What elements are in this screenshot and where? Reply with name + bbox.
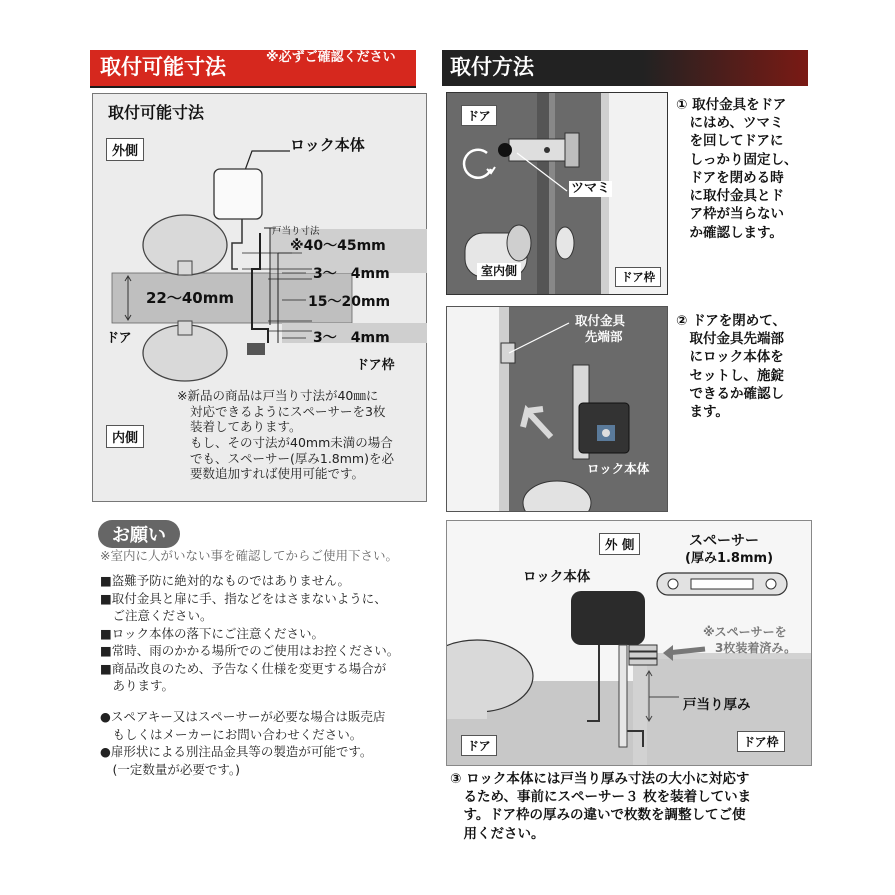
step1-line: に取付金具とド: [676, 188, 784, 205]
dimension-note-line: もし、その寸法が40mm未満の場合: [190, 434, 393, 450]
spacer-diagram: [446, 520, 812, 766]
diagram3-spacer-note-2: 3枚装着済み。: [715, 641, 797, 655]
door-stop-dimension: ※40～45mm: [290, 238, 386, 254]
diagram3-lock-label: ロック本体: [523, 569, 591, 585]
diagram3-door-label: ドア: [461, 735, 497, 756]
step1-line: にはめ、ツマミ: [676, 115, 784, 132]
diagram3-spacer-note-1: ※スペーサーを: [703, 625, 787, 639]
request-title: お願い: [98, 520, 180, 548]
request-bullet: ご注意ください。: [100, 608, 213, 623]
dimension-panel-title: 取付可能寸法: [108, 103, 205, 122]
right-section-header: [442, 50, 808, 86]
step2-text: [676, 312, 786, 421]
dimension-notes: [177, 388, 394, 482]
step1-text: [676, 96, 798, 242]
request-circle-item: もしくはメーカーにお問い合わせください。: [100, 726, 363, 742]
request-circle-item: ●扉形状による別注品金具等の製造が可能です。: [100, 744, 373, 759]
photo1-room-label: 室内側: [477, 263, 521, 280]
step3-line: す。ドア枠の厚みの違いで枚数を調整してご使: [450, 807, 746, 824]
left-header-note: ※必ずご確認ください: [266, 50, 396, 65]
install-photo-2-illustration: [447, 307, 668, 512]
step1-line: しっかり固定し、: [676, 151, 798, 168]
request-circle-item: (一定数量が必要です。): [100, 761, 241, 777]
photo2-tip-label-line1: 取付金具: [575, 313, 626, 328]
install-photo-1: [446, 92, 668, 295]
request-intro: ※室内に人がいない事を確認してからご使用下さい。: [100, 548, 398, 563]
step2-line: 取付金具先端部: [676, 331, 784, 348]
diagram3-spacer-label: スペーサー: [689, 533, 759, 549]
request-bullet: ■商品改良のため、予告なく仕様を変更する場合が: [100, 660, 387, 676]
dimension-note-line: 対応できるようにスペーサーを3枚: [190, 403, 386, 419]
dimension-note-line: 要数追加すれば使用可能です。: [190, 466, 365, 482]
diagram3-outside-label: 外 側: [599, 533, 640, 555]
diagram3-stop-thickness-label: 戸当り厚み: [683, 697, 751, 713]
step3-line: るため、事前にスペーサー３ 枚を装着していま: [450, 789, 752, 806]
photo1-door-label: ドア: [461, 105, 497, 126]
step1-line: ① 取付金具をドア: [676, 97, 787, 113]
step3-text: [450, 770, 751, 843]
door-stop-dimension-title: 戸当り寸法: [272, 226, 320, 237]
request-circle-item: ●スペアキー又はスペーサーが必要な場合は販売店: [100, 709, 386, 724]
diagram3-spacer-thickness: (厚み1.8mm): [685, 551, 774, 566]
right-header-title: 取付方法: [450, 55, 534, 79]
photo1-frame-label: ドア枠: [615, 267, 661, 287]
gap-dimension-lower: 3～ 4mm: [313, 330, 390, 346]
diagram3-frame-label: ドア枠: [737, 731, 785, 752]
lock-body-label: ロック本体: [290, 136, 365, 154]
photo2-tip-label-line2: 先端部: [585, 329, 623, 344]
step3-line: 用ください。: [450, 825, 545, 842]
request-circle-list: [100, 708, 385, 778]
step2-line: ます。: [676, 404, 729, 421]
step3-line: ③ ロック本体には戸当り厚み寸法の大小に対応す: [450, 771, 750, 787]
step2-line: にロック本体を: [676, 349, 784, 366]
request-bullet: ■常時、雨のかかる場所でのご使用はお控ください。: [100, 643, 400, 658]
gap-dimension-upper: 3～ 4mm: [313, 266, 390, 282]
step1-line: か確認します。: [676, 224, 783, 241]
step2-line: ② ドアを閉めて、: [676, 313, 786, 329]
dimension-note-line: でも、スペーサー(厚み1.8mm)を必: [190, 450, 394, 466]
install-photo-2: [446, 306, 668, 512]
door-label: ドア: [106, 331, 132, 346]
left-header-underline: [90, 86, 416, 88]
inside-label: 内側: [106, 425, 144, 448]
door-frame-label: ドア枠: [356, 358, 395, 373]
door-thickness-dimension: 22～40mm: [146, 289, 235, 307]
request-bullet: ■取付金具と扉に手、指などをはさまないように、: [100, 590, 387, 606]
left-header-title: 取付可能寸法: [100, 55, 226, 79]
outside-label: 外側: [106, 138, 144, 161]
step2-line: セットし、施錠: [676, 367, 784, 384]
step1-line: ア枠が当らない: [676, 206, 784, 223]
step2-line: できるか確認し: [676, 385, 784, 402]
request-bullet: あります。: [100, 678, 175, 693]
request-bullet-list: [100, 572, 399, 695]
step1-line: ドアを閉める時: [676, 169, 784, 186]
dimension-note-line: 装着してあります。: [190, 419, 302, 435]
photo1-knob-label: ツマミ: [571, 181, 611, 196]
dimension-note-line: ※新品の商品は戸当り寸法が40㎜に: [177, 388, 379, 403]
step1-line: を回してドアに: [676, 133, 784, 150]
request-bullet: ■ロック本体の落下にご注意ください。: [100, 625, 325, 641]
request-bullet: ■盗難予防に絶対的なものではありません。: [100, 573, 351, 588]
middle-dimension: 15～20mm: [308, 294, 391, 310]
photo2-lock-label: ロック本体: [587, 461, 650, 476]
left-section-header: [90, 50, 416, 86]
